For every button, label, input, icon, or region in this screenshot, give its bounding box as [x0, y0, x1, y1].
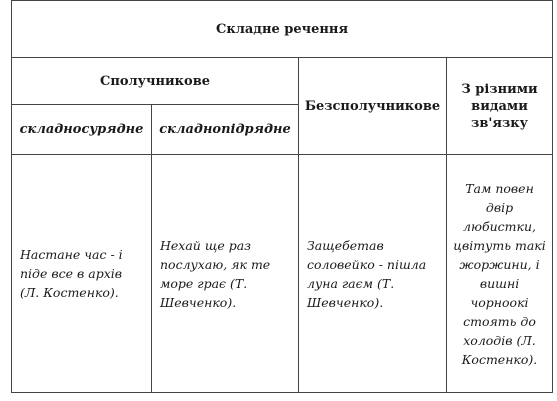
example-mixed: Там повен двір любистки, цвітуть такі жоржини, і вишні чорноокі стоять до холодів (Л. Костенко).: [453, 180, 546, 367]
header-conjunctive: Сполучникове: [12, 58, 299, 105]
example-compound: Настане час - і піде все в архів (Л. Костенко).: [12, 155, 152, 393]
example-mixed-cell: [447, 155, 553, 393]
header-non-conjunctive: Безсполучникове: [299, 58, 447, 155]
example-complex: Нехай ще раз послухаю, як те море грає (Т. Шевченко).: [152, 155, 299, 393]
complex-sentence-table: [11, 0, 553, 393]
header-mixed: З різними видами зв'язку: [447, 58, 553, 155]
subheader-complex: складнопідрядне: [152, 105, 299, 155]
table-title: Складне речення: [12, 1, 553, 58]
subheader-compound: складносурядне: [12, 105, 152, 155]
example-non-conjunctive: Защебетав соловейко - пішла луна гаєм (Т. Шевченко).: [299, 155, 447, 393]
